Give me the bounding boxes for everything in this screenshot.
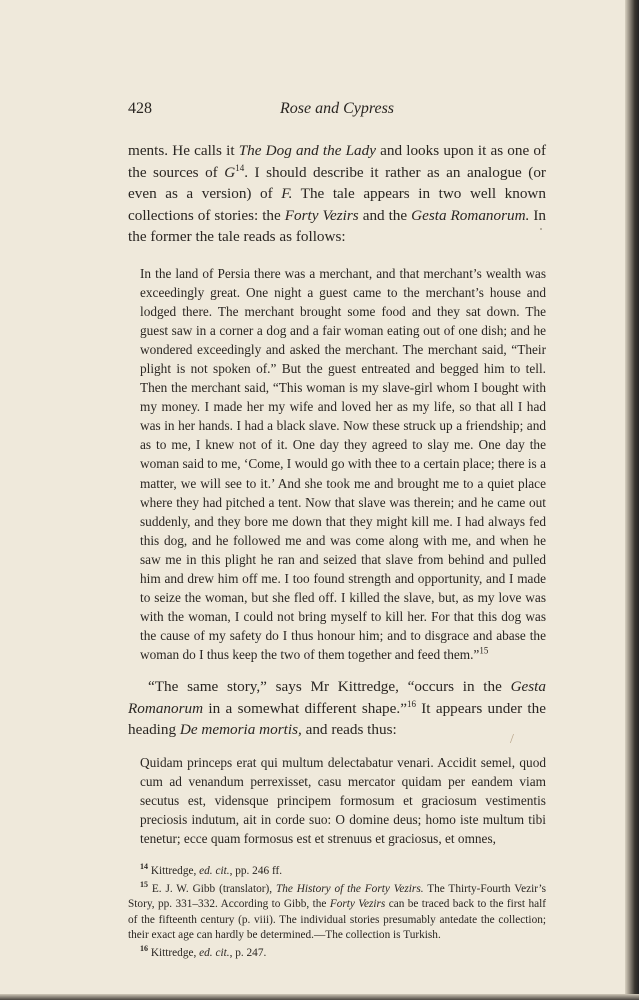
page-number: 428: [128, 100, 152, 117]
kittredge-paragraph: “The same story,” says Mr Kittredge, “occurs in the Gesta Romanorum in a somewhat different shape.”$^{16}$ It appears under the heading De memoria mortis, and reads thus:: [128, 678, 546, 739]
latin-quote-paragraph: Quidam princeps erat qui multum delectabatur venari. Accidit semel, quod cum ad venandum perrexisset, casu mercator quidam per eandem viam secutus est, vidensque principem formosum et graciosum vestimentis preciosis indutum, ait in corde suo: O domine deus; homo iste multum tibi tenetur; ecce quam formosus est et strenuus et graciosus, et omnes,: [140, 754, 546, 847]
footnote-16: $^{16}$ Kittredge, ed. cit., p. 247.: [140, 944, 267, 959]
footnotes: [128, 864, 546, 961]
page-bottom-edge: [0, 994, 639, 1000]
page-content: [128, 100, 546, 963]
block-quote-gesta-romanorum: [140, 753, 546, 848]
pencil-mark: /: [510, 732, 514, 747]
intro-paragraph: ments. He calls it The Dog and the Lady and looks upon it as one of the sources of $G^{14}$. I should describe it rather as an analogue (or even as a version) of F. The tale appears in two well known collections of stories: the Forty Vezirs and the Gesta Romanorum. In the former the tale reads as follows:: [128, 142, 547, 245]
block-quote-forty-vezirs: [140, 264, 546, 665]
footnote-15: $^{15}$ E. J. W. Gibb (translator), The History of the Forty Vezirs. The Thirty-Fourth Vezir’s Story, pp. 331–332. According to Gibb, the Forty Vezirs can be traced back to the first half of the fifteenth century (p. viii). The individual stories presumably antedate the collection; their exact age can hardly be determined.—The collection is Turkish.: [128, 880, 547, 942]
book-edge-shadow: [625, 0, 639, 1000]
quote-paragraph: In the land of Persia there was a merchant, and that merchant’s wealth was exceedingly great. One night a guest came to the merchant’s house and lodged there. The merchant brought some food and they sat down. The guest saw in a corner a dog and a fair woman eating out of one dish; and he wondered exceedingly and asked the merchant. The merchant said, “Their plight is not spoken of.” But the guest entreated and begged him to tell. Then the merchant said, “This woman is my slave-girl whom I bought with my money. I made her my wife and loved her as my life, so that all I had was in her hands. I had a black slave. Now these struck up a friendship; and as to me, I knew not of it. One day they agreed to slay me. One day the woman said to me, ‘Come, I would go with thee to a certain place; there is a matter, we will see to it.’ And she took me and brought me to a quiet place where they had pitched a tent. Now that slave was therein; and he came out suddenly, and they bore me down that they might kill me. I had always fed this dog, and he followed me and was come along with me, and when he saw me in this plight he ran and seized that slave from behind and pulled him and drew him off me. I too found strength and opportunity, and I made to seize the woman, but she fled off. I killed the slave, but, as my love was with the woman, I could not bring myself to kill her. For that this dog was the cause of my safety do I thus honour him; and to disgrace and abase the woman do I thus keep the two of them together and feed them.”$^{15}$: [140, 265, 546, 663]
footnote-14: $^{14}$ Kittredge, ed. cit., pp. 246 ff.: [140, 862, 283, 878]
running-title: Rose and Cypress: [279, 100, 395, 117]
running-head: [128, 100, 546, 124]
